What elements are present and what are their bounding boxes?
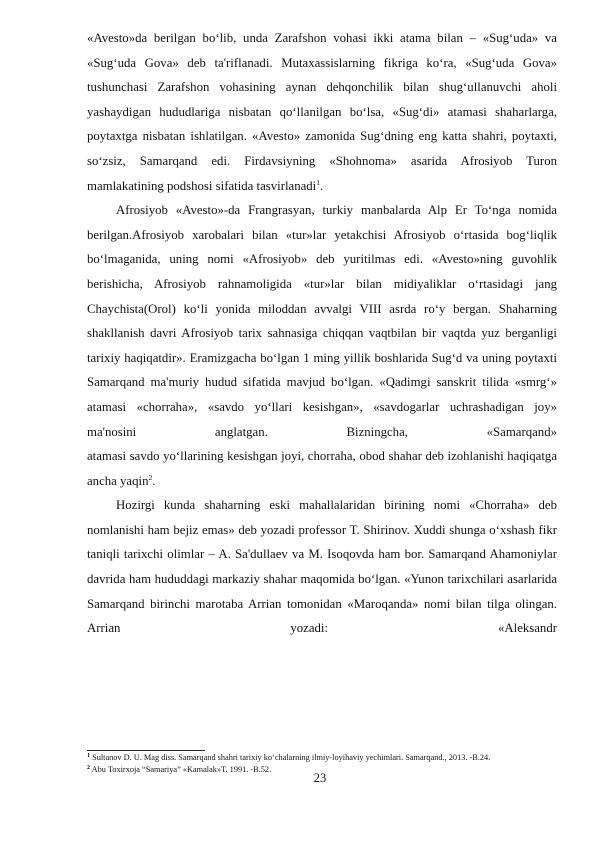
paragraph-1 bbox=[87, 26, 557, 198]
paragraph-2-continuation bbox=[87, 444, 557, 493]
footnote-1-text: Sultanov D. U. Mag diss. Samarqand shahri tarixiy ko‘chalarning ilmiy-loyihaviy yechimlari. Samarqand., 2013. -B.24. bbox=[92, 753, 491, 762]
footnote-1 bbox=[87, 752, 557, 764]
footnote-ref-2[interactable]: 2 bbox=[148, 472, 153, 482]
paragraph-3: Hozirgi kunda shaharning eski mahallalaridan birining nomi «Chorraha» deb nomlanishi ham bejiz emas» deb yozadi professor T. Shirinov. Xuddi shunga o‘xshash fikr taniqli tarixchi olimlar – A. Sa'dullaev va M. Isoqovda ham bor. Samarqand Ahamoniylar davrida ham hududdagi markaziy shahar maqomida bo‘lgan. «Yunon tarixchilari asarlarida Samarqand birinchi marotaba Arrian tomonidan «Maroqanda» nomi bilan tilga olingan. Arrian yozadi: «Aleksandr bbox=[87, 498, 557, 636]
body-text bbox=[87, 26, 557, 641]
footnote-2-text: Abu Toxirxoja “Samariya” «Kamalak»T. 1991. -B.52. bbox=[91, 764, 272, 774]
footnote-1-number: 1 bbox=[87, 753, 90, 759]
page-number: 23 bbox=[313, 771, 327, 785]
paragraph-1-text: «Avesto»da berilgan bo‘lib, unda Zarafshon vohasi ikki atama bilan – «Sug‘uda» va «Sug‘uda Gova» deb ta'riflanadi. Mutaxassislarning fikriga ko‘ra, «Sug‘uda Gova» tushunchasi Zarafshon vohasining aynan dehqonchilik bilan shug‘ullanuvchi aholi yashaydigan hududlariga nisbatan qo‘llanilgan bo‘lsa, «Sug‘di» atamasi shaharlarga, poytaxtga nisbatan ishlatilgan. «Avesto» zamonida Sug‘dning eng katta shahri, poytaxti, so‘zsiz, Samarqand edi. Firdavsiyning «Shohnoma» asarida Afrosiyob Turon mamlakatining podshosi sifatida tasvirlanadi bbox=[87, 31, 557, 193]
paragraph-2-continuation-text: atamasi savdo yo‘llarining kesishgan joyi, chorraha, obod shahar deb izohlanishi haqiqatga ancha yaqin bbox=[87, 449, 557, 488]
footnote-2-number: 2 bbox=[87, 764, 90, 771]
paragraph-1-end: . bbox=[319, 178, 324, 193]
footnote-ref-1[interactable]: 1 bbox=[316, 177, 320, 187]
footnote-separator bbox=[87, 750, 205, 751]
paragraph-2: Afrosiyob «Avesto»-da Frangrasyan, turkiy manbalarda Alp Er To‘nga nomida berilgan.Afrosiyob xarobalari bilan «tur»lar yetakchisi Afrosiyob o‘rtasida bog‘liqlik bo‘lmaganida, uning nomi «Afrosiyob» deb yuritilmas edi. «Avesto»ning guvohlik berishicha, Afrosiyob rahnamoligida «tur»lar bilan midiyaliklar o‘rtasidagi jang Chaychista(Orol) ko‘li yonida miloddan avvalgi VIII asrda ro‘y bergan. Shaharning shakllanish davri Afrosiyob tarix sahnasiga chiqqan vaqtbilan bir vaqtda yuz berganligi tarixiy haqiqatdir». Eramizgacha bo‘lgan 1 ming yillik boshlarida Sug‘d va uning poytaxti Samarqand ma'muriy hudud sifatida mavjud bo‘lgan. «Qadimgi sanskrit tilida «smrg‘» atamasi «chorraha», «savdo yo‘llari kesishgan», «savdogarlar uchrashadigan joy» ma'nosini anglatgan. Bizningcha, «Samarqand» bbox=[87, 203, 557, 439]
paragraph-2-continuation-end: . bbox=[152, 473, 156, 488]
